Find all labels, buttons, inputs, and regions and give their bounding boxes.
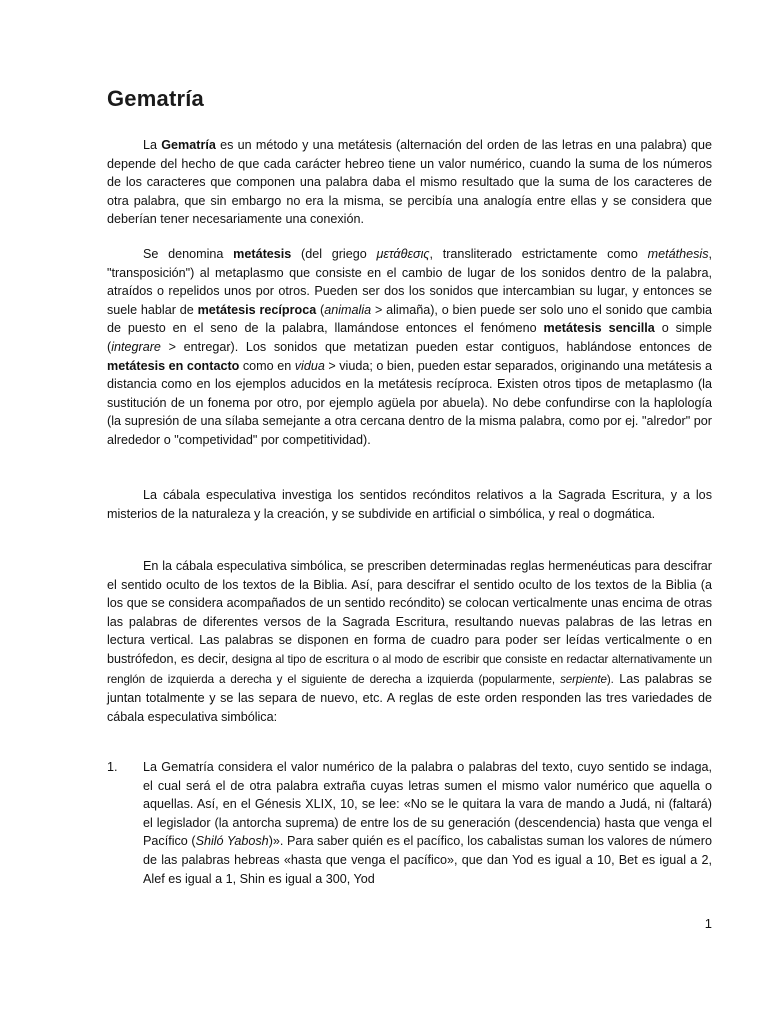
text-run: es un método y una metátesis (alternación del orden de las letras en una palabra) que depende del hecho de que cada carácter hebreo tiene un valor numérico, cuando la suma de los números de los caracteres que componen una palabra daba el mismo resultado que la suma de los caracteres de otra palabra, que sin embargo no era la misma, se percibía una analogía entre ellas y se considera que deberían tener necesariamente una conexión. <box>107 138 712 227</box>
text-run: )». Para saber quién es el pacífico, los cabalistas suman los valores de número de las palabras hebreas «hasta que venga el pacífico», que dan Yod es igual a 10, Bet es igual a 2, Alef es igual a 1, Shin es igual a 300, Yod <box>143 834 712 886</box>
text-run: o simple ( <box>107 321 712 354</box>
text-run: ( <box>316 302 325 317</box>
bold-term: metátesis sencilla <box>543 321 655 336</box>
italic-term: serpiente <box>560 672 607 686</box>
text-run: La <box>143 138 162 152</box>
list-item-text <box>143 758 712 888</box>
paragraph-cabala-simbolica <box>107 557 712 726</box>
text-run: Las palabras se juntan totalmente y se las separa de nuevo, etc. A reglas de este orden responden las tres variedades de cábala especulativa simbólica: <box>107 671 712 724</box>
italic-term: integrare <box>111 339 161 354</box>
paragraph-metatesis <box>107 245 712 450</box>
text-run: , "transposición") al metaplasmo que consiste en el cambio de lugar de los sonidos dentro de la palabra, atraídos o repelidos unos por otros. Pueden ser dos los sonidos que intercambian su lugar, y entonces se suele hablar de <box>107 247 713 317</box>
italic-term: metáthesis <box>647 247 709 261</box>
text-run: como en <box>239 358 295 373</box>
text-run: La Gematría considera el valor numérico de la palabra o palabras del texto, cuyo sentido se indaga, el cual será el de otra palabra extraña cuyas letras sumen el mismo valor numérico que aquella o aquellas. Así, en el Génesis XLIX, 10, se lee: «No se le quitara la vara de mando a Judá, ni (faltará) el legislador (la antorcha suprema) de entre los de su generación (descendencia) hasta que venga el Pacífico ( <box>143 760 712 849</box>
page-title: Gematría <box>107 86 204 111</box>
text-run: > entregar). Los sonidos que metatizan pueden estar contiguos, hablándose entonces de <box>160 339 712 354</box>
page-number: 1 <box>704 916 712 931</box>
bold-term: Gematría <box>161 138 216 152</box>
italic-term: animalia <box>324 302 372 317</box>
italic-term: μετάθεσις <box>376 247 430 261</box>
text-run: ; o bien, pueden estar separados, originando una metátesis a distancia como en los ejemplos aducidos en la metátesis recíproca. Existen otros tipos de metaplasmo (la sustitución de un fonema por otro, por ejemplo agüela por abuela). No debe confundirse con la haplología (la supresión de una sílaba semejante a otra cercana dentro de la misma palabra, como por ej. "alredor" por alrededor o "competividad" por competitividad). <box>107 358 712 447</box>
condensed-text-run: ). <box>606 672 614 686</box>
paragraph-gematria-definition <box>107 136 712 229</box>
numbered-list <box>107 758 712 901</box>
bold-term: metátesis en contacto <box>107 358 240 373</box>
bold-term: metátesis <box>233 247 292 261</box>
text-run: > viuda <box>324 358 370 373</box>
list-item-number: 1. <box>107 760 118 774</box>
list-item <box>107 758 712 888</box>
paragraph-cabala-especulativa: La cábala especulativa investiga los sentidos recónditos relativos a la Sagrada Escritura, y a los misterios de la naturaleza y la creación, y se subdivide en artificial o simbólica, y real o dogmática. <box>107 488 712 521</box>
text-run: En la cábala especulativa simbólica, se prescriben determinadas reglas hermenéuticas para descifrar el sentido oculto de los textos de la Biblia. Así, para descifrar el sentido oculto de los textos de la Biblia (a los que se considera acompañados de un sentido recóndito) se colocan verticalmente unas encima de otras las palabras de diferentes versos de la Sagrada Escritura, resultando nuevas palabras de las letras en lectura vertical. Las palabras se disponen en forma de cuadro para poder ser leídas verticalmente o en bustrófedon, es decir, <box>107 559 712 666</box>
condensed-text-run: designa al tipo de escritura o al modo de escribir que consiste en redactar alternativamente un renglón de izquierda a derecha y el siguiente de derecha a izquierda (popularmente, <box>107 652 712 686</box>
italic-term: vidua <box>294 358 325 373</box>
text-run: , transliterado estrictamente como <box>429 247 648 261</box>
text-run: Se denomina <box>143 247 234 261</box>
bold-term: metátesis recíproca <box>197 302 317 317</box>
text-run: > alimaña), o bien puede ser solo uno el sonido que cambia de puesto en el seno de la palabra, llamándose entonces el fenómeno <box>107 302 713 336</box>
italic-term: Shiló Yabosh <box>195 834 269 849</box>
text-run: (del griego <box>291 247 377 261</box>
